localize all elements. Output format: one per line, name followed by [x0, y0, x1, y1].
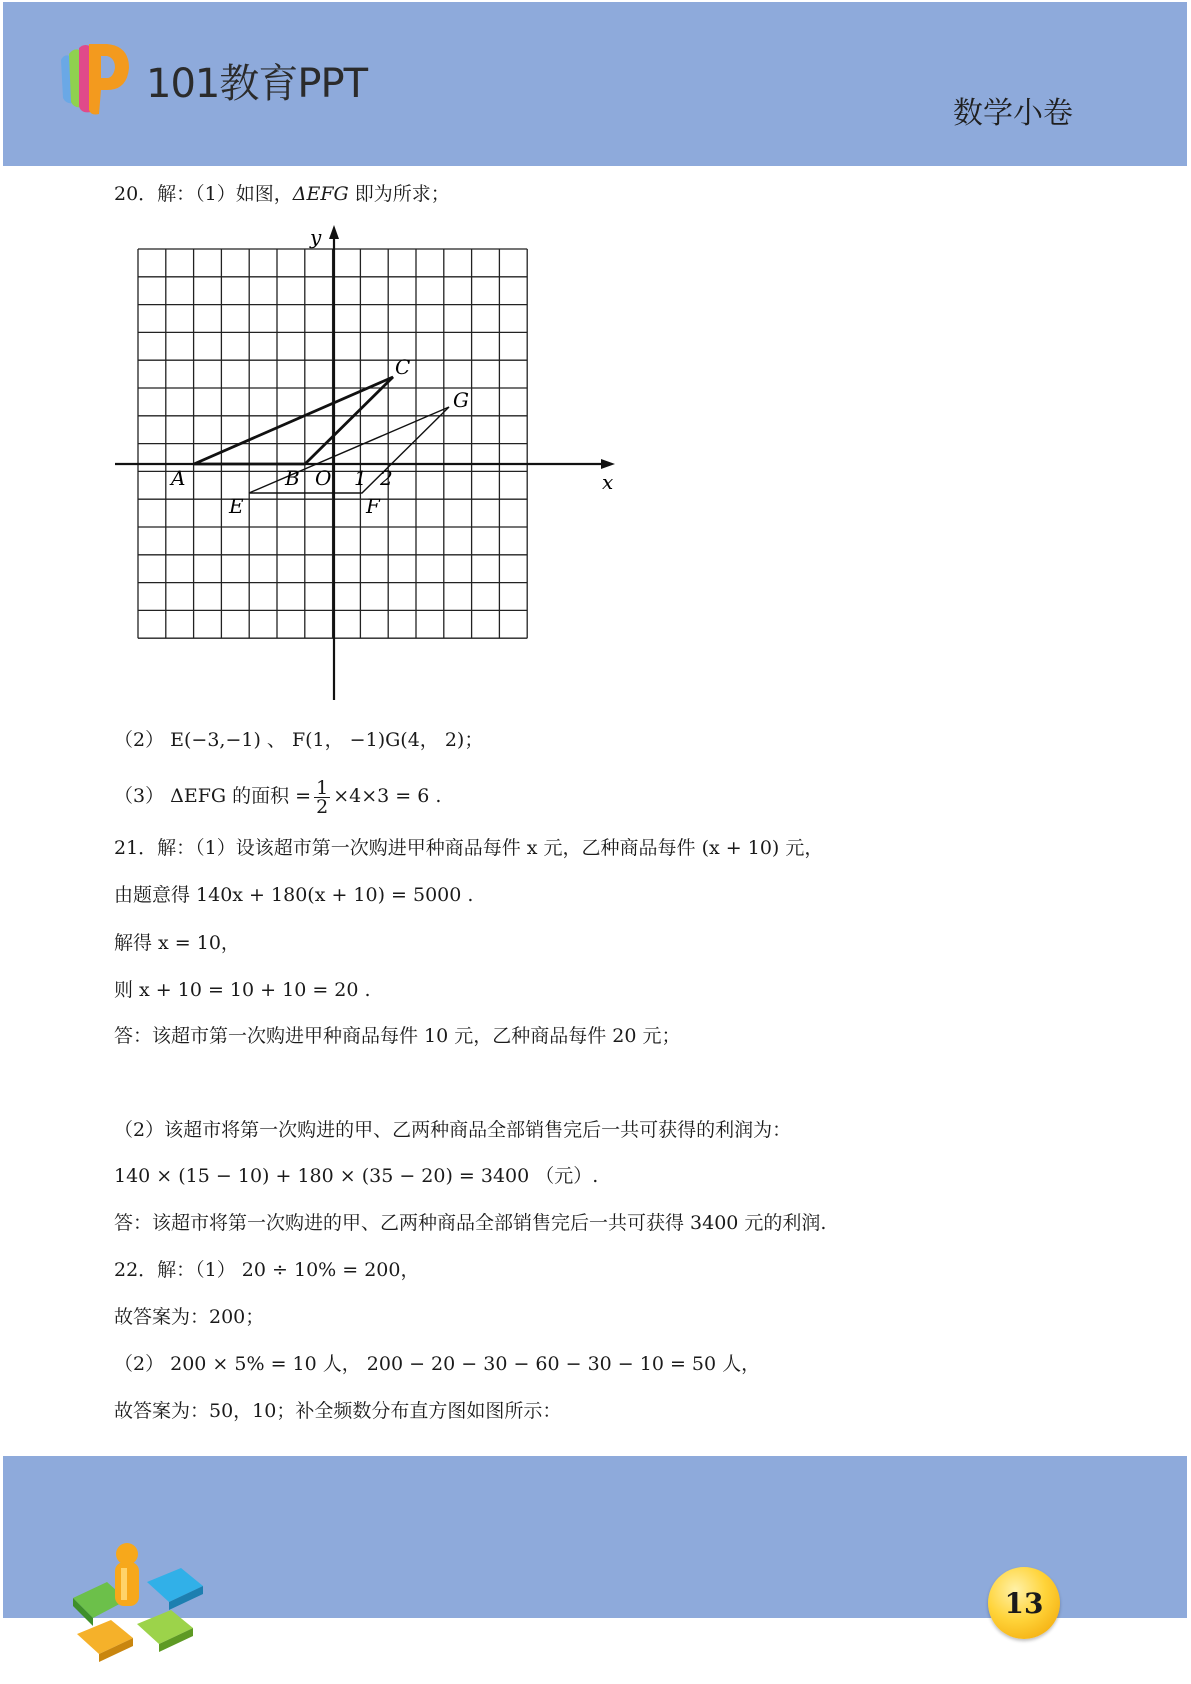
q22-line2: 故答案为：200；	[114, 1306, 265, 1328]
label-c: C	[395, 355, 411, 379]
q21-line3: 解得 x = 10，	[114, 932, 240, 954]
y-axis-label: y	[310, 225, 322, 249]
fraction-numerator: 1	[316, 776, 329, 799]
q20-line3-a: （3） ΔEFG 的面积 =	[114, 785, 312, 807]
tick-1: 1	[354, 466, 367, 490]
q21-line5: 答：该超市第一次购进甲种商品每件 10 元，乙种商品每件 20 元；	[114, 1025, 681, 1047]
q20-line1	[114, 181, 450, 207]
triangle-abc	[194, 377, 393, 464]
label-o: O	[315, 466, 332, 490]
fraction-half	[314, 776, 330, 818]
label-g: G	[453, 388, 469, 412]
q21-line4: 则 x + 10 = 10 + 10 = 20 .	[114, 979, 371, 1001]
fraction-denominator: 2	[316, 795, 329, 818]
q21-line2: 由题意得 140x + 180(x + 10) = 5000 .	[114, 884, 474, 906]
q20-line3	[114, 772, 441, 820]
q22-line1: 22．解：（1） 20 ÷ 10% = 200，	[114, 1259, 420, 1281]
x-axis-label: x	[602, 470, 614, 494]
x-axis-arrow	[601, 459, 615, 469]
logo-text: 101教育PPT	[146, 61, 368, 107]
label-f: F	[366, 494, 380, 518]
coordinate-grid-figure	[110, 222, 630, 702]
header-title: 数学小卷	[953, 96, 1073, 131]
education-mascot-icon	[65, 1538, 215, 1670]
q20-line1-a: 20．解：（1）如图，	[114, 183, 293, 205]
y-axis-arrow	[329, 225, 339, 239]
header-banner	[3, 2, 1187, 166]
q20-line3-b: ×4×3 = 6 .	[333, 785, 442, 807]
label-e: E	[229, 494, 244, 518]
q21-line8: 答：该超市将第一次购进的甲、乙两种商品全部销售完后一共可获得 3400 元的利润.	[114, 1212, 827, 1234]
label-b: B	[285, 466, 300, 490]
q21-line1: 21．解：（1）设该超市第一次购进甲种商品每件 x 元，乙种商品每件 (x + 10) 元，	[114, 837, 824, 859]
grid-lines	[138, 249, 527, 638]
q22-line3: （2） 200 × 5% = 10 人， 200 − 20 − 30 − 60 − 30 − 10 = 50 人，	[114, 1353, 761, 1375]
q20-line2: （2） E(−3,−1) 、 F(1， −1)G(4， 2)；	[114, 729, 484, 751]
label-a: A	[171, 466, 186, 490]
page-number-badge: 13	[988, 1567, 1060, 1639]
q21-line6: （2）该超市将第一次购进的甲、乙两种商品全部销售完后一共可获得的利润为：	[114, 1119, 792, 1141]
q21-line7: 140 × (15 − 10) + 180 × (35 − 20) = 3400 （元）.	[114, 1165, 599, 1187]
q20-line1-c: 即为所求；	[348, 183, 450, 205]
logo-icon	[55, 40, 135, 118]
tick-2: 2	[380, 466, 393, 490]
q20-line1-b: ΔEFG	[292, 183, 349, 205]
q22-line4: 故答案为：50，10；补全频数分布直方图如图所示：	[114, 1400, 562, 1422]
